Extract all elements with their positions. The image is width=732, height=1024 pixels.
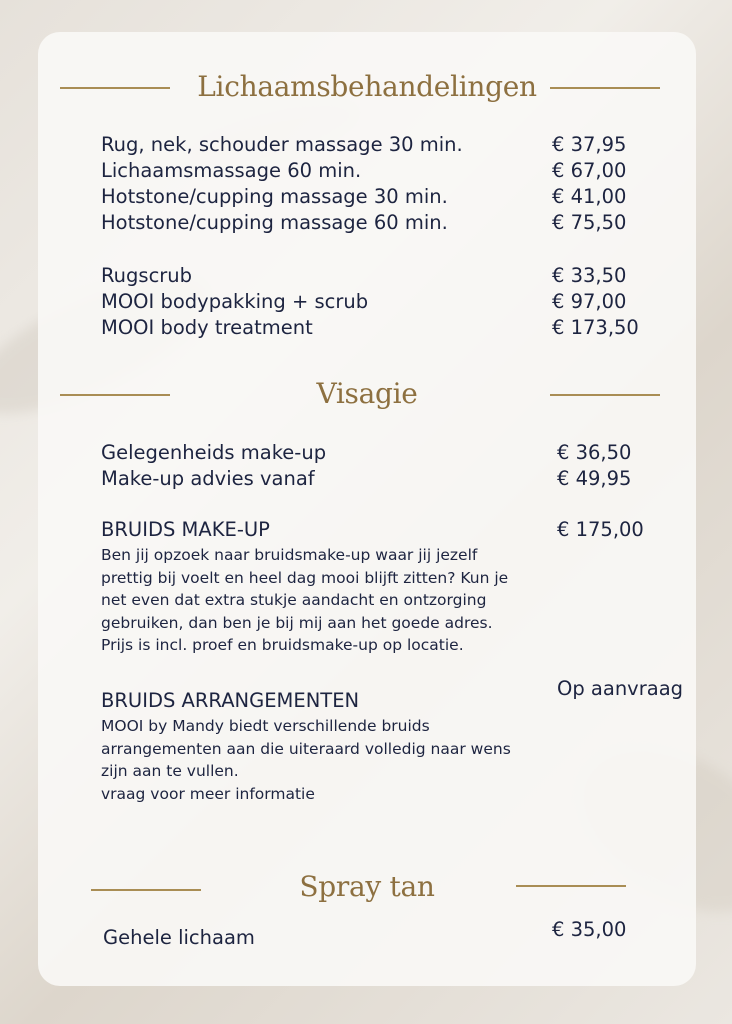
section-title-body: Lichaamsbehandelingen — [197, 70, 537, 103]
service-price: € 97,00 — [552, 290, 627, 313]
service-price: € 41,00 — [552, 185, 627, 208]
bridal-packages-description — [101, 715, 533, 805]
description-line: gebruiken, dan ben je bij mij aan het goede adres. — [101, 613, 493, 632]
bridal-makeup-title: BRUIDS MAKE-UP — [101, 518, 270, 541]
service-name: Gelegenheids make-up — [101, 441, 327, 464]
description-line: net even dat extra stukje aandacht en ontzorging — [101, 591, 487, 609]
service-price: € 37,95 — [552, 133, 627, 156]
service-price: € 49,95 — [557, 467, 632, 490]
service-price: € 67,00 — [552, 159, 627, 182]
service-price: € 35,00 — [552, 918, 627, 941]
description-line: Prijs is incl. proef en bruidsmake-up op locatie. — [101, 636, 464, 654]
description-line: Ben jij opzoek naar bruidsmake-up waar jij jezelf — [101, 546, 478, 564]
service-name: Rugscrub — [101, 264, 193, 287]
service-price: € 33,50 — [552, 264, 627, 287]
service-name: Rug, nek, schouder massage 30 min. — [101, 133, 463, 156]
service-price: € 75,50 — [552, 211, 627, 234]
description-line: prettig bij voelt en heel dag mooi blijft zitten? Kun je — [101, 568, 509, 587]
service-name: MOOI bodypakking + scrub — [101, 290, 369, 313]
service-name: MOOI body treatment — [101, 316, 313, 339]
section-title-spraytan: Spray tan — [299, 870, 435, 903]
service-name: Hotstone/cupping massage 60 min. — [101, 211, 448, 234]
bridal-packages-price: Op aanvraag — [557, 677, 684, 700]
description-line: zijn aan te vullen. — [101, 762, 239, 780]
service-name: Gehele lichaam — [103, 926, 255, 949]
description-line: MOOI by Mandy biedt verschillende bruids — [101, 717, 430, 735]
service-name: Hotstone/cupping massage 30 min. — [101, 185, 448, 208]
bridal-makeup-price: € 175,00 — [557, 518, 644, 541]
section-title-visagie: Visagie — [316, 377, 418, 410]
price-list-card — [38, 32, 696, 986]
service-price: € 173,50 — [552, 316, 639, 339]
bridal-makeup-description — [101, 544, 533, 657]
service-name: Lichaamsmassage 60 min. — [101, 159, 362, 182]
service-price: € 36,50 — [557, 441, 632, 464]
description-line: arrangementen aan die uiteraard volledig naar wens — [101, 739, 511, 758]
bridal-packages-title: BRUIDS ARRANGEMENTEN — [101, 689, 360, 712]
service-name: Make-up advies vanaf — [101, 467, 315, 490]
description-line: vraag voor meer informatie — [101, 784, 315, 803]
